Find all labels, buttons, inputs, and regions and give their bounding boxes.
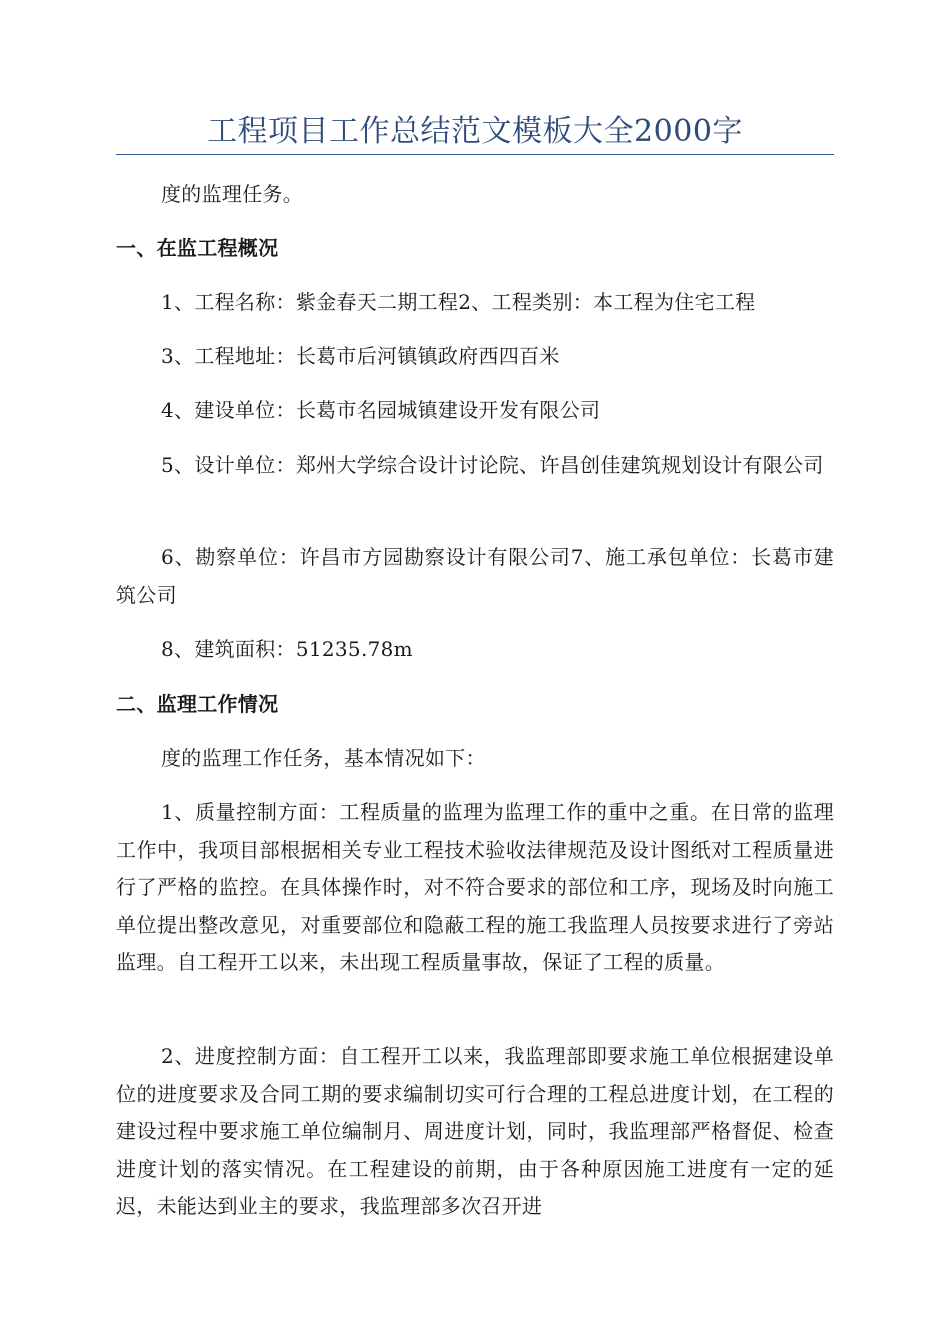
paragraph-quality-control: 1、质量控制方面：工程质量的监理为监理工作的重中之重。在日常的监理工作中，我项目部根据相关专业工程技术验收法律规范及设计图纸对工程质量进行了严格的监控。在具体操作时，对不符合要求的部位和工序，现场及时向施工单位提出整改意见，对重要部位和隐蔽工程的施工我监理人员按要求进行了旁站监理。自工程开工以来，未出现工程质量事故，保证了工程的质量。 bbox=[116, 800, 834, 974]
paragraph-work-intro: 度的监理工作任务，基本情况如下： bbox=[161, 746, 486, 770]
document-title: 工程项目工作总结范文模板大全2000字 bbox=[207, 114, 743, 149]
paragraph-client-unit: 4、建设单位：长葛市名园城镇建设开发有限公司 bbox=[161, 398, 601, 422]
title-underline bbox=[116, 154, 834, 155]
paragraph-survey-unit: 6、勘察单位：许昌市方园勘察设计有限公司7、施工承包单位：长葛市建筑公司 bbox=[116, 545, 834, 607]
paragraph-schedule-control: 2、进度控制方面：自工程开工以来，我监理部即要求施工单位根据建设单位的进度要求及合同工期的要求编制切实可行合理的工程总进度计划，在工程的建设过程中要求施工单位编制月、周进度计划，同时，我监理部严格督促、检查进度计划的落实情况。在工程建设的前期，由于各种原因施工进度有一定的延迟，未能达到业主的要求，我监理部多次召开进 bbox=[116, 1044, 834, 1218]
section-heading-overview: 一、在监工程概况 bbox=[116, 236, 279, 260]
paragraph-design-unit: 5、设计单位：郑州大学综合设计讨论院、许昌创佳建筑规划设计有限公司 bbox=[161, 453, 824, 477]
paragraph-project-address: 3、工程地址：长葛市后河镇镇政府西四百米 bbox=[161, 344, 560, 368]
paragraph-project-name: 1、工程名称：紫金春天二期工程2、工程类别：本工程为住宅工程 bbox=[161, 290, 756, 314]
section-heading-work: 二、监理工作情况 bbox=[116, 692, 279, 716]
paragraph-intro: 度的监理任务。 bbox=[161, 182, 304, 206]
paragraph-building-area: 8、建筑面积：51235.78m bbox=[161, 637, 413, 661]
